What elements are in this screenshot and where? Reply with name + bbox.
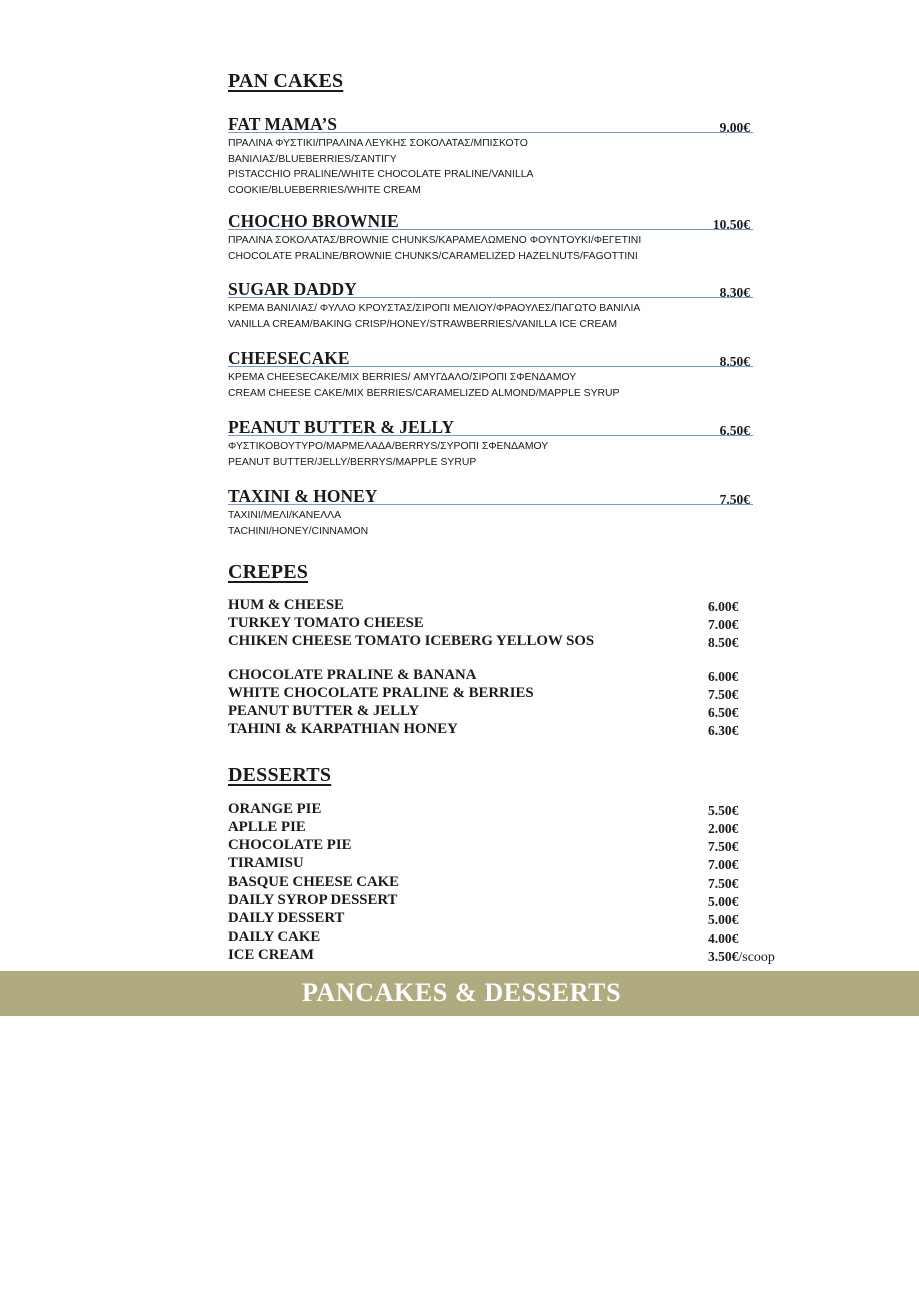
item-price: 7.00€ <box>708 617 739 632</box>
dessert-item <box>228 801 793 819</box>
dessert-item <box>228 819 793 837</box>
item-price: 7.50€ <box>719 492 750 507</box>
item-name: CHEESECAKE <box>228 348 350 368</box>
price-unit: /scoop <box>738 950 775 965</box>
item-price: 6.50€ <box>708 705 739 720</box>
crepe-item <box>228 597 793 615</box>
description-line: TACHINI/HONEY/CINNAMON <box>228 525 369 537</box>
banner-title: PANCAKES & DESSERTS <box>302 978 622 1007</box>
dessert-item <box>228 929 793 947</box>
dessert-item <box>228 874 793 892</box>
dessert-item <box>228 947 793 965</box>
description-line: CREAM CHEESE CAKE/MIX BERRIES/CARAMELIZED ALMOND/MAPPLE SYRUP <box>228 387 620 399</box>
description-line: ΤΑΧΙΝΙ/ΜΕΛΙ/ΚΑΝΕΛΛΑ <box>228 510 342 521</box>
item-price <box>708 949 775 966</box>
item-price: 6.50€ <box>719 423 750 438</box>
item-name: TAXINI & HONEY <box>228 486 378 506</box>
item-name: CHIKEN CHEESE TOMATO ICEBERG YELLOW SOS <box>228 633 595 649</box>
item-name: ORANGE PIE <box>228 801 322 817</box>
crepe-item <box>228 667 793 685</box>
item-name: DAILY SYROP DESSERT <box>228 892 398 908</box>
item-name: CHOCOLATE PIE <box>228 837 352 853</box>
item-price: 6.30€ <box>708 723 739 738</box>
item-price: 8.30€ <box>719 285 750 300</box>
dessert-item <box>228 910 793 928</box>
item-price: 2.00€ <box>708 821 739 836</box>
pancake-item <box>228 413 753 470</box>
description-line: PEANUT BUTTER/JELLY/BERRYS/MAPPLE SYRUP <box>228 456 477 468</box>
pancake-item <box>228 207 753 264</box>
item-description <box>228 136 753 198</box>
section-title-desserts: DESSERTS <box>228 764 332 786</box>
description-line: PISTACCHIO PRALINE/WHITE CHOCOLATE PRALINE/VANILLA <box>228 169 534 180</box>
description-line: ΒΑΝΙΛΙΑΣ/BLUEBERRIES/ΣΑΝΤΙΓΥ <box>228 153 397 165</box>
item-name: SUGAR DADDY <box>228 279 357 299</box>
item-description <box>228 508 753 539</box>
item-name: CHOCHO BROWNIE <box>228 211 399 231</box>
item-price: 6.00€ <box>708 669 739 684</box>
item-name: PEANUT BUTTER & JELLY <box>228 417 455 437</box>
crepe-item <box>228 633 793 651</box>
section-title-pancakes: PAN CAKES <box>228 70 344 92</box>
item-name: BASQUE CHEESE CAKE <box>228 874 400 890</box>
pancake-item <box>228 110 753 198</box>
item-name: ICE CREAM <box>228 947 314 963</box>
item-name: TAHINI & KARPATHIAN HONEY <box>228 721 458 737</box>
item-price: 7.00€ <box>708 857 739 872</box>
description-line: ΚΡΕΜΑ CHEESECAKE/MIX BERRIES/ ΑΜΥΓΔΑΛΟ/ΣΙΡΟΠΙ ΣΦΕΝΔΑΜΟΥ <box>228 372 577 383</box>
pancake-item <box>228 344 753 401</box>
item-price: 7.50€ <box>708 876 739 891</box>
item-name: HUM & CHEESE <box>228 597 344 613</box>
dessert-item <box>228 855 793 873</box>
item-name: TIRAMISU <box>228 855 304 871</box>
item-name: WHITE CHOCOLATE PRALINE & BERRIES <box>228 685 534 701</box>
item-name: TURKEY TOMATO CHEESE <box>228 615 424 631</box>
item-price: 7.50€ <box>708 687 739 702</box>
description-line: ΦΥΣΤΙΚΟΒΟΥΤΥΡΟ/ΜΑΡΜΕΛΑΔΑ/BERRYS/ΣΥΡΟΠΙ ΣΦΕΝΔΑΜΟΥ <box>228 441 549 452</box>
pancake-item <box>228 482 753 539</box>
item-price: 7.50€ <box>708 839 739 854</box>
item-name: FAT MAMA’S <box>228 114 338 134</box>
item-description <box>228 233 753 264</box>
crepe-item <box>228 703 793 721</box>
description-line: ΠΡΑΛΙΝΑ ΣΟΚΟΛΑΤΑΣ/BROWNIE CHUNKS/ΚΑΡΑΜΕΛΩΜΕΝΟ ΦΟΥΝΤΟΥΚΙ/ΦΕΓΕΤΙΝΙ <box>228 235 642 246</box>
description-line: CHOCOLATE PRALINE/BROWNIE CHUNKS/CARAMELIZED HAZELNUTS/FAGOTTINI <box>228 250 638 262</box>
crepe-item <box>228 615 793 633</box>
item-price: 8.50€ <box>719 354 750 369</box>
item-price: 5.00€ <box>708 894 739 909</box>
item-price: 6.00€ <box>708 599 739 614</box>
dessert-item <box>228 892 793 910</box>
description-line: ΠΡΑΛΙΝΑ ΦΥΣΤΙΚΙ/ΠΡΑΛΙΝΑ ΛΕΥΚΗΣ ΣΟΚΟΛΑΤΑΣ/ΜΠΙΣΚΟΤΟ <box>228 138 528 149</box>
description-line: ΚΡΕΜΑ ΒΑΝΙΛΙΑΣ/ ΦΥΛΛΟ ΚΡΟΥΣΤΑΣ/ΣΙΡΟΠΙ ΜΕΛΙΟΥ/ΦΡΑΟΥΛΕΣ/ΠΑΓΩΤΟ ΒΑΝΙΛΙΑ <box>228 303 641 314</box>
pancake-item <box>228 275 753 332</box>
item-price: 5.00€ <box>708 912 739 927</box>
item-price: 10.50€ <box>712 217 750 232</box>
item-name: DAILY CAKE <box>228 929 321 945</box>
item-price: 5.50€ <box>708 803 739 818</box>
description-line: VANILLA CREAM/BAKING CRISP/HONEY/STRAWBERRIES/VANILLA ICE CREAM <box>228 318 617 330</box>
item-description <box>228 439 753 470</box>
dessert-item <box>228 837 793 855</box>
item-price: 4.00€ <box>708 931 739 946</box>
item-price: 9.00€ <box>719 120 750 135</box>
section-title-crepes: CREPES <box>228 561 309 583</box>
footer-banner <box>0 971 919 1016</box>
crepe-item <box>228 685 793 703</box>
item-description <box>228 301 753 332</box>
description-line: COOKIE/BLUEBERRIES/WHITE CREAM <box>228 184 421 196</box>
item-price: 8.50€ <box>708 635 739 650</box>
item-name: CHOCOLATE PRALINE & BANANA <box>228 667 477 683</box>
item-name: DAILY DESSERT <box>228 910 345 926</box>
item-name: APLLE PIE <box>228 819 306 835</box>
crepe-item <box>228 721 793 739</box>
item-description <box>228 370 753 401</box>
price-value: 3.50€ <box>708 949 739 964</box>
item-name: PEANUT BUTTER & JELLY <box>228 703 420 719</box>
